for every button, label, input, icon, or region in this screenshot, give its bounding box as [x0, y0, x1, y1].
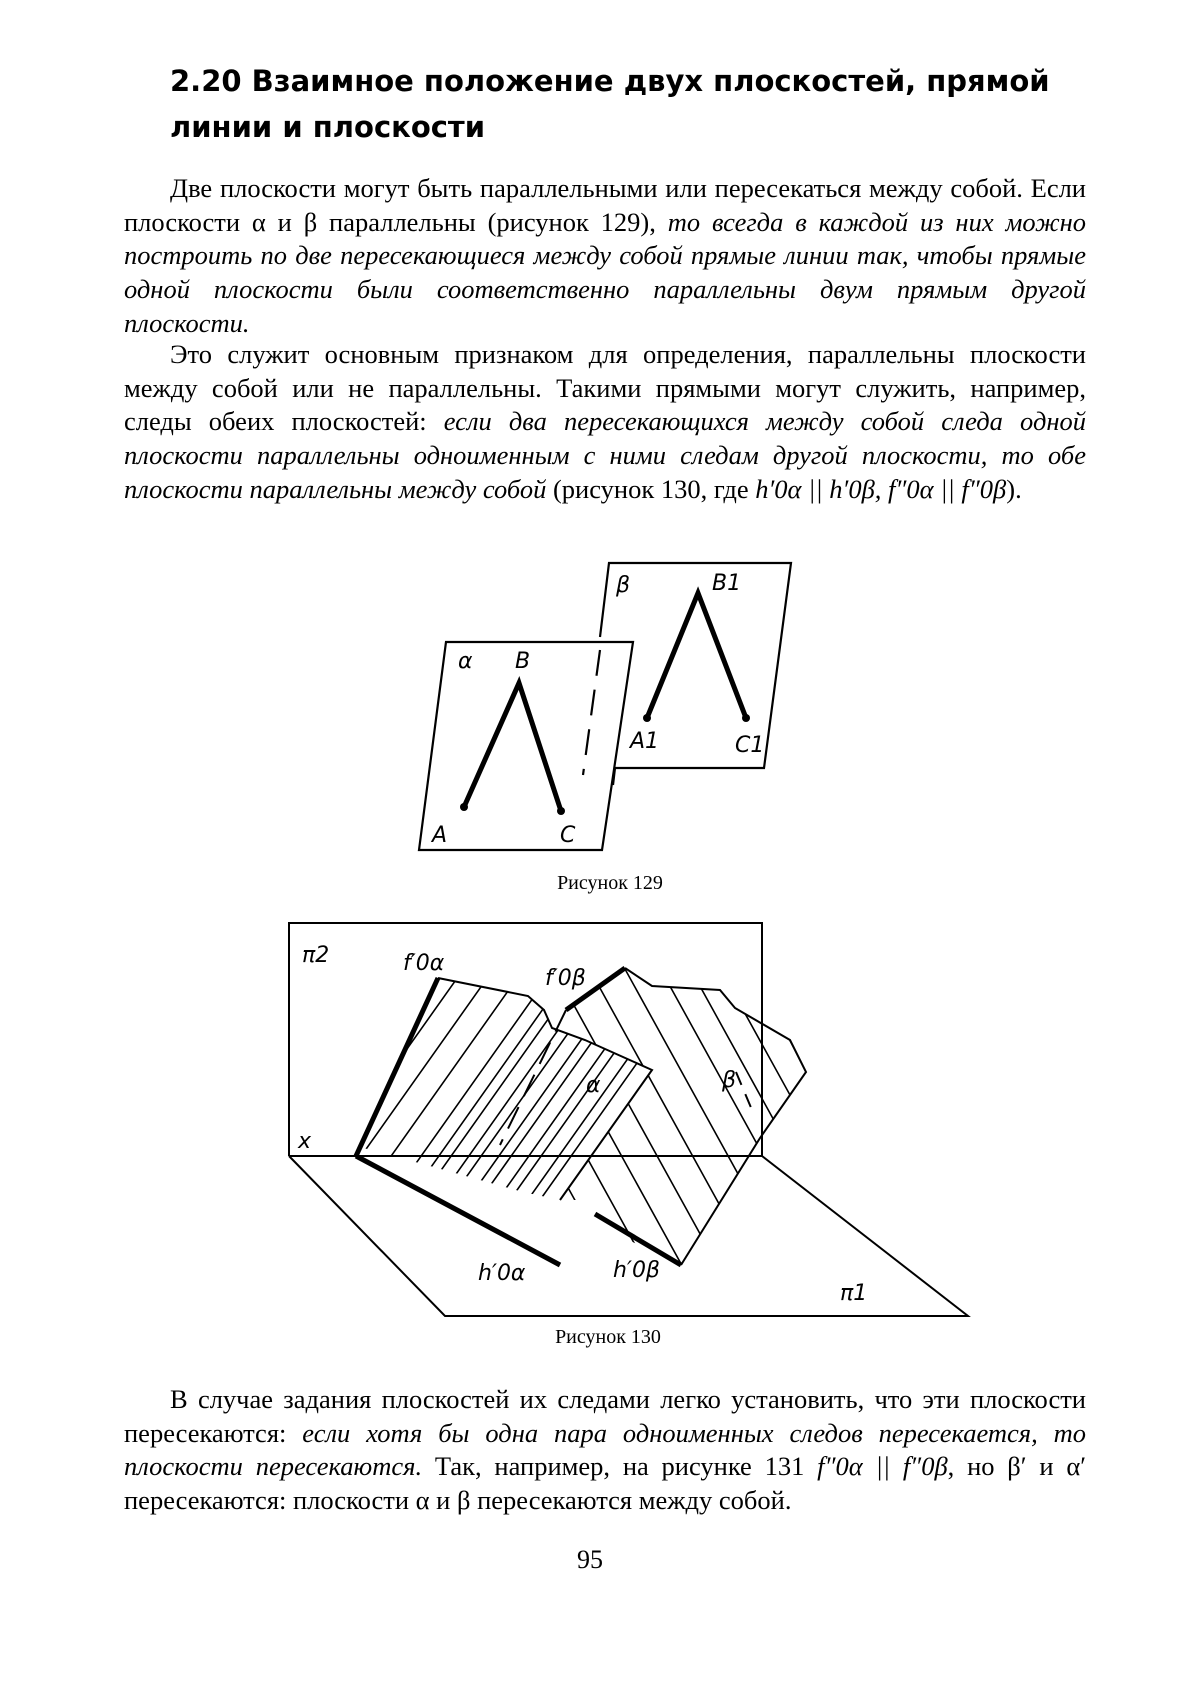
- paragraph-2-plain-3: ).: [1006, 473, 1022, 504]
- label-beta: β: [616, 573, 631, 598]
- paragraph-2-plain-2: (рисунок 130, где: [546, 473, 756, 504]
- label-alpha: α: [458, 649, 473, 674]
- paragraph-3-plain-1: В случае задания плоскостей их следами легко установить, что эти плоскости пересекаются:: [124, 1384, 1086, 1448]
- label-C1: C1: [735, 733, 765, 758]
- label-B1: B1: [712, 571, 742, 596]
- label-alpha-130: α: [586, 1073, 601, 1098]
- label-A: A: [432, 823, 448, 848]
- paragraph-3-italic: если хотя бы одна пара одноименных следов пересекается, то плоскости пересекаются.: [124, 1417, 1086, 1482]
- label-C: C: [560, 823, 576, 848]
- paragraph-3: [124, 1383, 1086, 1518]
- label-pi2: π2: [302, 943, 330, 968]
- label-pi1: π1: [840, 1281, 868, 1306]
- label-h0b: h′0β: [613, 1258, 660, 1283]
- label-beta-130: β: [722, 1068, 737, 1093]
- label-x: x: [298, 1129, 312, 1154]
- label-h0a: h′0α: [478, 1261, 526, 1286]
- label-f0b: f′0β: [545, 966, 586, 991]
- paragraph-2-formula: h′0α || h′0β, f″0α || f″0β: [755, 473, 1007, 504]
- label-f0a: f′0α: [403, 951, 445, 976]
- label-B: B: [515, 649, 531, 674]
- plane-alpha-edge: [438, 978, 652, 1200]
- paragraph-1-plain: Две плоскости могут быть параллельными или пересекаться между собой. Если плоскости α и β параллельны (рисунок 129),: [124, 173, 1086, 237]
- paragraph-3-plain-3: , но β′ и α′ пересекаются: плоскости α и β пересекаются между собой.: [124, 1451, 1086, 1516]
- label-A1: A1: [630, 729, 660, 754]
- page-number: 95: [577, 1545, 603, 1574]
- section-title: 2.20 Взаимное положение двух плоскостей, прямой линии и плоскости: [170, 64, 1050, 144]
- trace-f0a: [356, 978, 438, 1156]
- plane-pi2-outline: [289, 923, 762, 1156]
- paragraph-3-plain-2: Так, например, на рисунке 131: [422, 1451, 818, 1482]
- figure-129-caption: Рисунок 129: [557, 872, 663, 894]
- paragraph-2-italic: если два пересекающихся между собой следа одной плоскости параллельны одноименным с ними следам другой плоскости, то обе плоскости параллельны между собой: [124, 406, 1086, 504]
- paragraph-3-formula: f″0α || f″0β: [817, 1451, 948, 1482]
- figure-130-caption: Рисунок 130: [555, 1326, 661, 1348]
- plane-beta-edge: [625, 968, 806, 1265]
- paragraph-2-plain-1: Это служит основным признаком для определения, параллельны плоскости между собой или не параллельны. Такими прямыми могут служить, например, следы обеих плоскостей:: [124, 339, 1086, 437]
- paragraph-1-italic: то всегда в каждой из них можно построить по две пересекающиеся между собой прямые линии так, чтобы прямые одной плоскости были соответственно параллельны двум прямым другой плоскости.: [124, 206, 1086, 338]
